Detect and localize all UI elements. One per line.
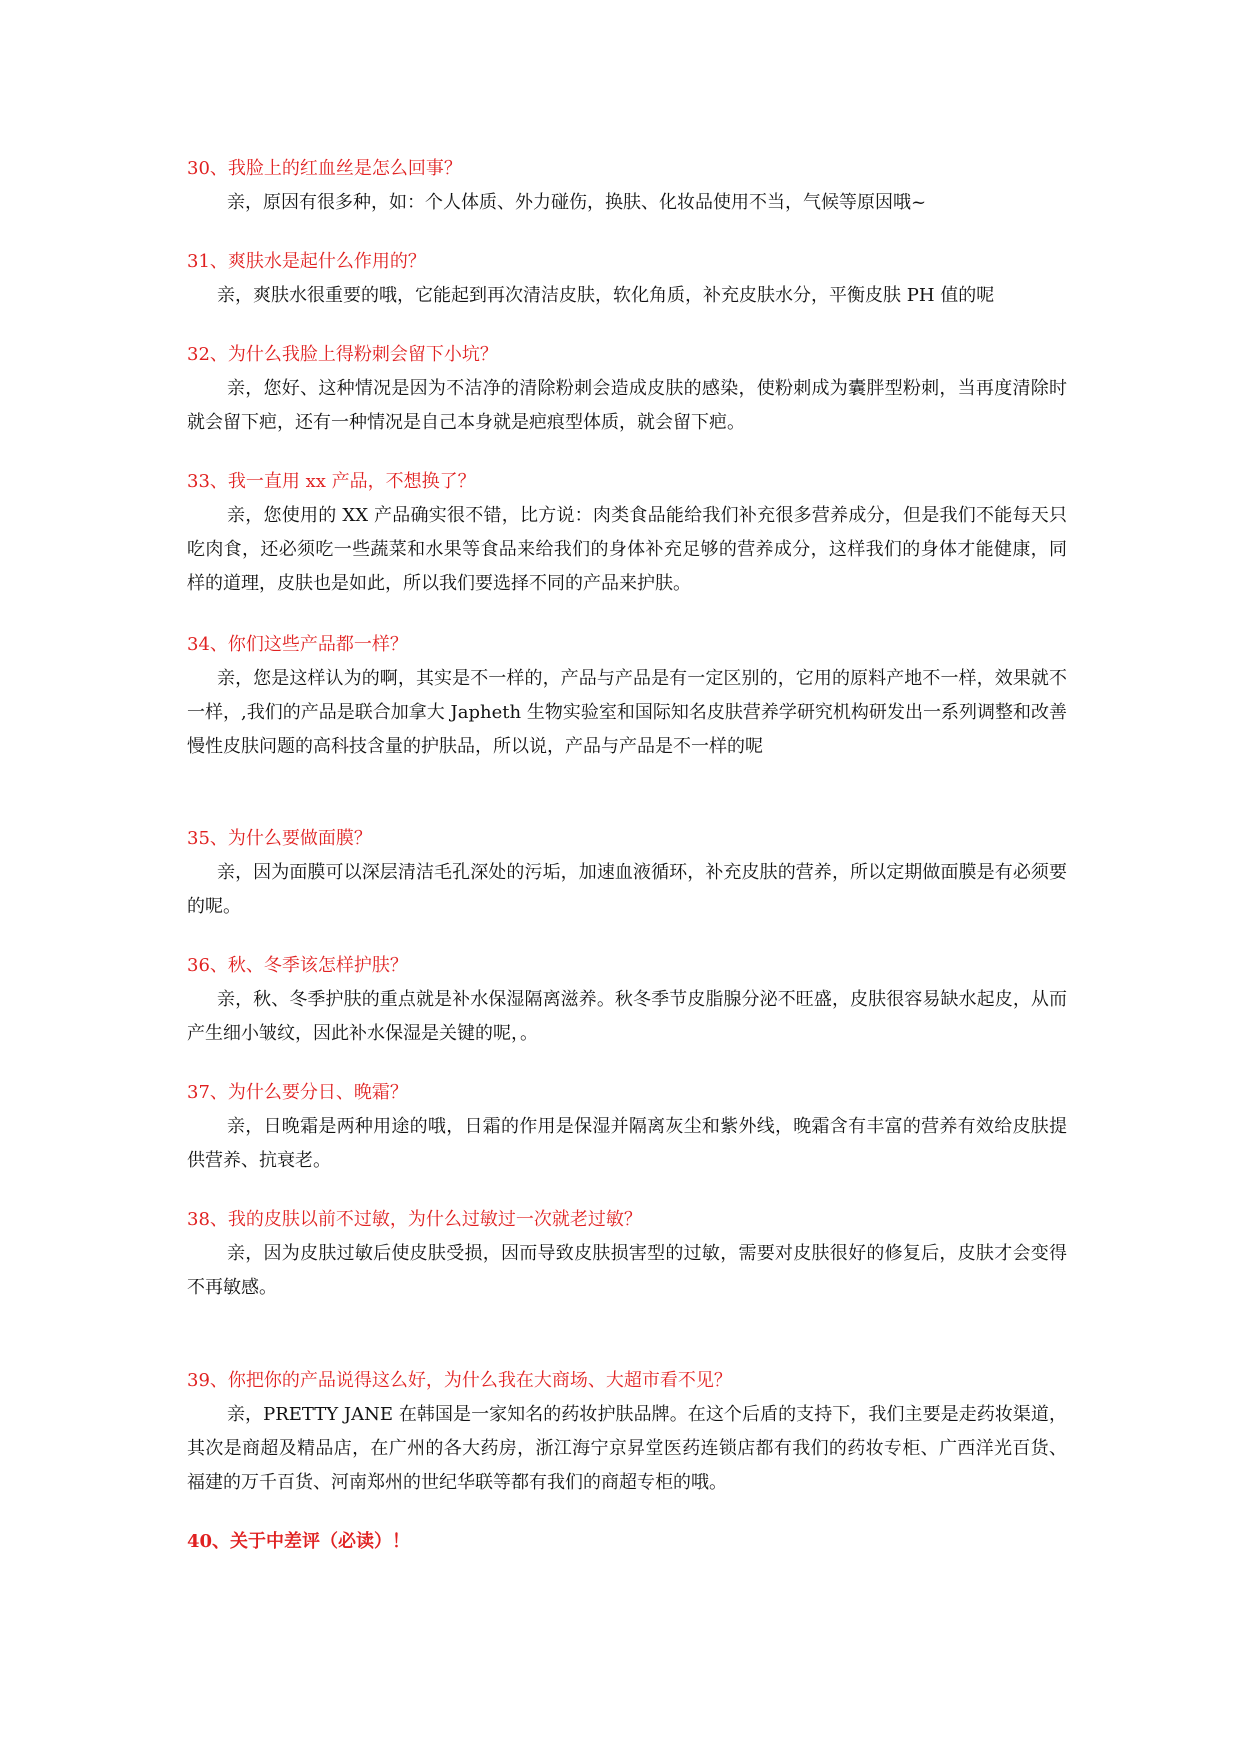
faq-question: 37、为什么要分日、晚霜？ [187,1082,408,1103]
faq-item-39 [187,1364,1067,1500]
faq-item-35 [187,822,1067,924]
faq-question: 34、你们这些产品都一样？ [187,634,408,655]
faq-item-33 [187,465,1067,601]
faq-question: 35、为什么要做面膜？ [187,828,372,849]
faq-question: 38、我的皮肤以前不过敏，为什么过敏过一次就老过敏？ [187,1209,642,1230]
faq-item-31 [187,245,1067,313]
faq-item-37 [187,1076,1067,1178]
faq-item-30 [187,152,1067,220]
faq-answer: 亲，您使用的 XX 产品确实很不错，比方说：肉类食品能给我们补充很多营养成分，但是我们不能每天只吃肉食，还必须吃一些蔬菜和水果等食品来给我们的身体补充足够的营养成分，这样我们的身体才能健康，同样的道理，皮肤也是如此，所以我们要选择不同的产品来护肤。 [187,505,1067,594]
faq-answer: 亲，因为面膜可以深层清洁毛孔深处的污垢，加速血液循环，补充皮肤的营养，所以定期做面膜是有必须要的呢。 [187,862,1067,917]
faq-answer: 亲，PRETTY JANE 在韩国是一家知名的药妆护肤品牌。在这个后盾的支持下，我们主要是走药妆渠道，其次是商超及精品店，在广州的各大药房，浙江海宁京昇堂医药连锁店都有我们的药妆专柜、广西洋光百货、福建的万千百货、河南郑州的世纪华联等都有我们的商超专柜的哦。 [187,1404,1067,1493]
faq-answer: 亲，原因有很多种，如：个人体质、外力碰伤，换肤、化妆品使用不当，气候等原因哦~ [227,192,927,213]
faq-item-38 [187,1203,1067,1305]
faq-question: 30、我脸上的红血丝是怎么回事？ [187,158,462,179]
faq-question: 32、为什么我脸上得粉刺会留下小坑？ [187,344,498,365]
faq-item-40 [187,1525,1067,1559]
faq-question: 33、我一直用 xx 产品，不想换了？ [187,471,476,492]
faq-answer: 亲，秋、冬季护肤的重点就是补水保湿隔离滋养。秋冬季节皮脂腺分泌不旺盛，皮肤很容易缺水起皮，从而产生细小皱纹，因此补水保湿是关键的呢，。 [187,989,1067,1044]
faq-answer: 亲，日晚霜是两种用途的哦，日霜的作用是保湿并隔离灰尘和紫外线，晚霜含有丰富的营养有效给皮肤提供营养、抗衰老。 [187,1116,1067,1171]
faq-question: 39、你把你的产品说得这么好，为什么我在大商场、大超市看不见？ [187,1370,732,1391]
faq-answer: 亲，您好、这种情况是因为不洁净的清除粉刺会造成皮肤的感染，使粉刺成为囊胖型粉刺，当再度清除时就会留下疤，还有一种情况是自己本身就是疤痕型体质，就会留下疤。 [187,378,1067,433]
faq-question: 40、关于中差评（必读）！ [187,1531,411,1552]
faq-question: 36、秋、冬季该怎样护肤？ [187,955,408,976]
faq-item-34 [187,628,1067,764]
faq-item-32 [187,338,1067,440]
faq-answer: 亲，爽肤水很重要的哦，它能起到再次清洁皮肤，软化角质，补充皮肤水分，平衡皮肤 PH 值的呢 [217,285,995,306]
faq-item-36 [187,949,1067,1051]
faq-question: 31、爽肤水是起什么作用的？ [187,251,426,272]
faq-answer: 亲，因为皮肤过敏后使皮肤受损，因而导致皮肤损害型的过敏，需要对皮肤很好的修复后，皮肤才会变得不再敏感。 [187,1243,1067,1298]
faq-answer: 亲，您是这样认为的啊，其实是不一样的，产品与产品是有一定区别的，它用的原料产地不一样，效果就不一样，,我们的产品是联合加拿大 Japheth 生物实验室和国际知名皮肤营养学研究机构研发出一系列调整和改善慢性皮肤问题的高科技含量的护肤品，所以说，产品与产品是不一样的呢 [187,668,1067,757]
